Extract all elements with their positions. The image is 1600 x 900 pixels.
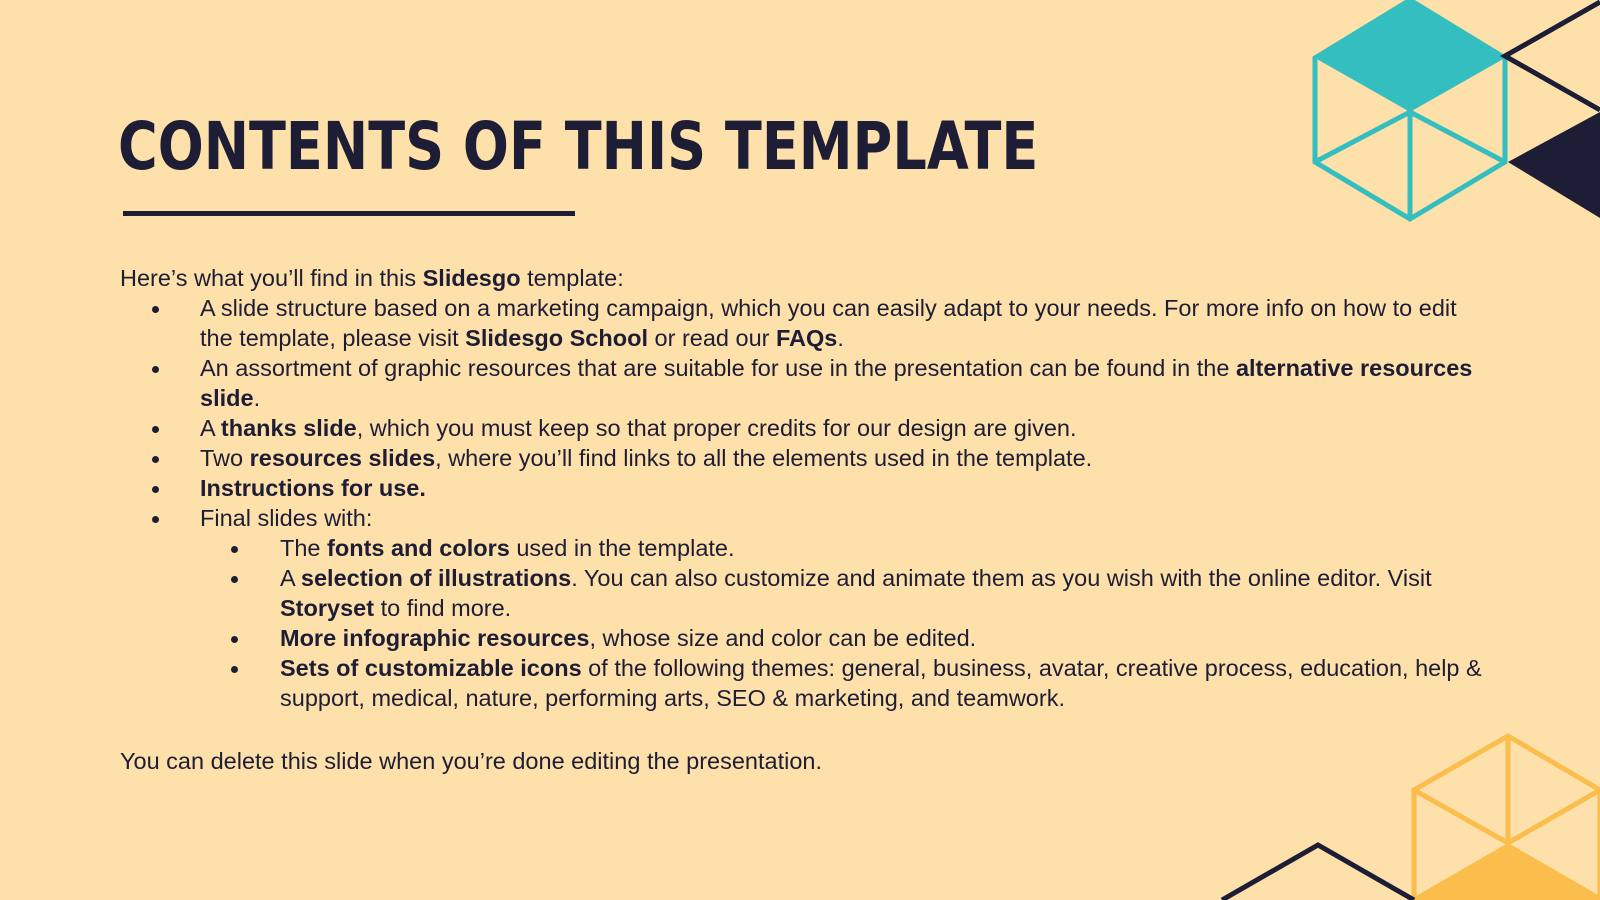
bullet-text: or read our — [647, 325, 776, 351]
bullet-item — [120, 503, 1490, 713]
title-underline — [123, 211, 575, 216]
sub-bullet-item — [120, 533, 1490, 563]
slide-title: CONTENTS OF THIS TEMPLATE — [118, 108, 1039, 185]
bullet-text: used in the template. — [509, 535, 735, 561]
bullet-list — [120, 293, 1490, 713]
bullet-text: Final slides with: — [200, 505, 373, 531]
yellow-cube-bottom-face — [1416, 843, 1600, 900]
bullet-item — [120, 293, 1490, 353]
bullet-bold-text: resources slides — [249, 445, 436, 471]
bullet-text: The — [280, 535, 328, 561]
bullet-text: An assortment of graphic resources that are suitable for use in the presentation can be found in the — [200, 355, 1236, 381]
bullet-bold-text: More infographic resources — [280, 625, 590, 651]
navy-peak-line — [1222, 845, 1414, 900]
outro-text: You can delete this slide when you’re done editing the presentation. — [120, 748, 823, 774]
bullet-item — [120, 443, 1490, 473]
sub-bullet-item — [120, 653, 1490, 713]
intro-text-part: template: — [520, 265, 624, 291]
bullet-item — [120, 413, 1490, 443]
teal-cube-top-face — [1315, 0, 1505, 112]
bullet-bold-text: fonts and colors — [327, 535, 510, 561]
bullet-item — [120, 473, 1490, 503]
intro-text — [120, 263, 1490, 293]
bullet-text: , whose size and color can be edited. — [589, 625, 977, 651]
bullet-text: Two — [200, 445, 250, 471]
intro-brand-name: Slidesgo — [422, 265, 521, 291]
sub-bullet-item — [120, 563, 1490, 623]
bullet-text: . You can also customize and animate them as you wish with the online editor. Visit — [571, 565, 1432, 591]
bullet-bold-text: selection of illustrations — [300, 565, 572, 591]
bullet-text: A — [200, 415, 221, 441]
bullet-text: , where you’ll find links to all the elements used in the template. — [435, 445, 1093, 471]
bullet-text: of the following themes: general, business, avatar, creative process, education, help & support, medical, nature, performing arts, SEO & marketing, and teamwork. — [280, 655, 1482, 711]
bullet-text: , which you must keep so that proper credits for our design are given. — [356, 415, 1077, 441]
intro-text-part: Here’s what you’ll find in this — [120, 265, 423, 291]
bullet-text: A — [280, 565, 301, 591]
bullet-text: to find more. — [374, 595, 512, 621]
sub-bullet-item — [120, 623, 1490, 653]
bullet-bold-text: Storyset — [280, 595, 375, 621]
navy-triangle — [1508, 112, 1600, 218]
bullet-bold-text: FAQs — [776, 325, 838, 351]
sub-bullet-list — [120, 533, 1490, 713]
bullet-text: . — [837, 325, 844, 351]
bullet-text: A slide structure based on a marketing campaign, which you can easily adapt to your needs. For more info on how to edit the template, please visit — [200, 295, 1457, 351]
top-right-hexagon-decoration — [1300, 0, 1600, 225]
bullet-bold-text: Slidesgo School — [465, 325, 648, 351]
bullet-text: . — [253, 385, 261, 411]
content-body — [120, 263, 1490, 776]
navy-outline-lines — [1505, 2, 1600, 110]
bullet-bold-text: thanks slide — [220, 415, 357, 441]
bullet-bold-text: alternative resources slide — [200, 355, 1473, 411]
bullet-item — [120, 353, 1490, 413]
bullet-bold-text: Sets of customizable icons — [280, 655, 582, 681]
bullet-bold-text: Instructions for use. — [200, 475, 426, 501]
